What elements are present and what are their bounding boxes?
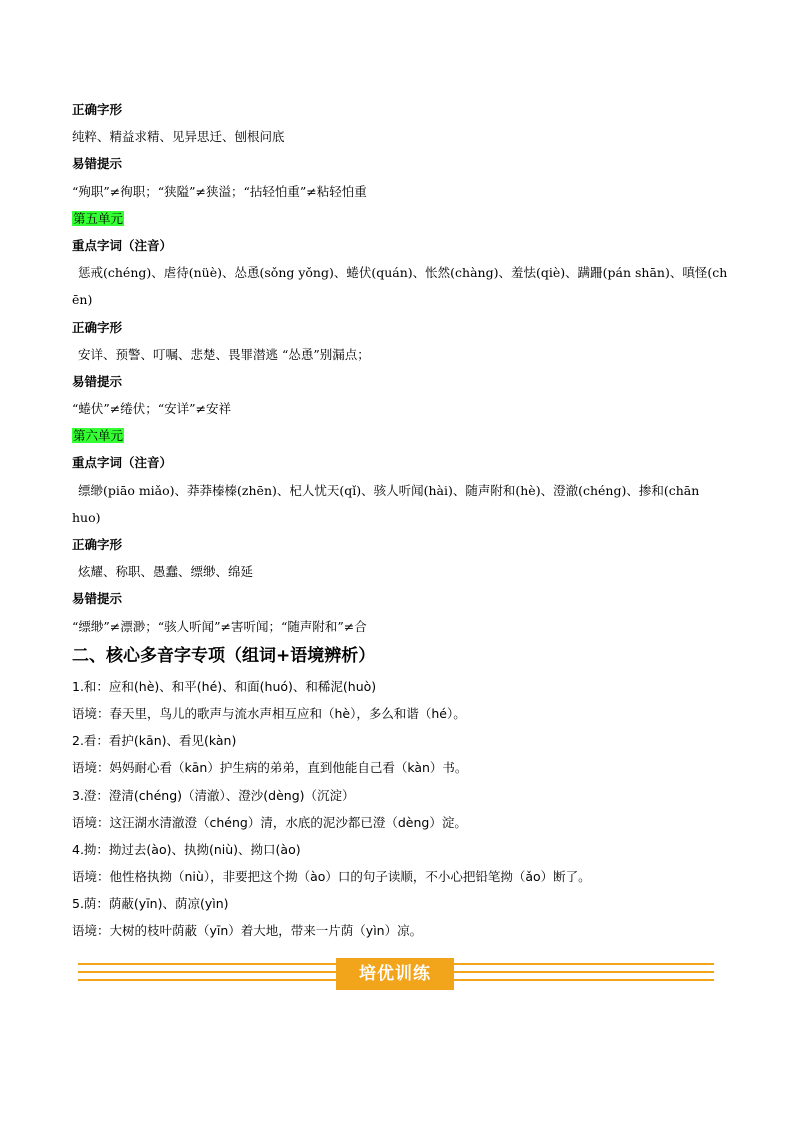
banner-label: 培优训练 [336, 958, 454, 990]
key-words-heading: 重点字词（注音） [72, 455, 173, 471]
unit-six-heading [72, 422, 732, 449]
error-tips-text: “殉职”≠徇职；“狭隘”≠狭溢；“拈轻怕重”≠粘轻怕重 [72, 183, 367, 199]
unit-six-label: 第六单元 [73, 428, 124, 444]
polyphone-item: 3.澄：澄清(chéng)（清澈）、澄沙(dèng)（沉淀） [72, 787, 355, 803]
error-tips-text: “缥缈”≠漂渺；“骇人听闻”≠害听闻；“随声附和”≠合 [72, 618, 367, 634]
polyphone-item: 5.荫：荫蔽(yīn)、荫凉(yìn) [72, 896, 229, 912]
section-heading: 二、核心多音字专项（组词+语境辨析） [72, 645, 376, 666]
polyphone-item: 4.拗：拗过去(ào)、执拗(niù)、拗口(ào) [72, 841, 301, 857]
document-body [72, 96, 732, 945]
polyphone-context: 语境：这汪湖水清澈澄（chéng）清，水底的泥沙都已澄（dèng）淀。 [72, 814, 467, 830]
polyphone-context: 语境：妈妈耐心看（kān）护生病的弟弟，直到他能自己看（kàn）书。 [72, 760, 468, 776]
correct-forms-heading: 正确字形 [72, 537, 123, 552]
error-tips-heading: 易错提示 [72, 156, 123, 172]
correct-forms-heading: 正确字形 [72, 102, 123, 117]
error-tips-text: “蜷伏”≠绻伏；“安详”≠安祥 [72, 401, 232, 417]
polyphone-item: 2.看：看护(kān)、看见(kàn) [72, 733, 237, 749]
key-words-text: 惩戒(chéng)、虐待(nüè)、怂恿(sǒng yǒng)、蜷伏(quán)、怅然(chàng)、羞怯(qiè)、蹒跚(pán shān)、嗔怪(ch [78, 265, 728, 281]
key-words-heading: 重点字词（注音） [72, 237, 173, 253]
correct-forms-heading: 正确字形 [72, 319, 123, 335]
key-words-text-continued: ēn) [72, 292, 93, 308]
key-words-text-continued: huo) [72, 509, 101, 525]
polyphone-context: 语境：春天里，鸟儿的歌声与流水声相互应和（hè），多么和谐（hé）。 [72, 705, 466, 721]
unit-five-label: 第五单元 [73, 210, 124, 226]
correct-forms-text: 纯粹、精益求精、见异思迁、刨根问底 [72, 129, 285, 145]
polyphone-context: 语境：他性格执拗（niù），非要把这个拗（ào）口的句子读顺，不小心把铅笔拗（ǎo）断了。 [72, 869, 591, 885]
error-tips-heading: 易错提示 [72, 373, 123, 389]
unit-five-heading [72, 205, 732, 232]
error-tips-heading: 易错提示 [72, 591, 123, 607]
polyphone-item: 1.和：应和(hè)、和平(hé)、和面(huó)、和稀泥(huò) [72, 678, 377, 694]
correct-forms-text: 炫耀、称职、愚蠢、缥缈、绵延 [78, 564, 254, 580]
training-banner [78, 958, 714, 990]
correct-forms-text: 安详、预警、叮嘱、悲楚、畏罪潜逃 “怂恿”别漏点； [78, 346, 370, 362]
key-words-text: 缥缈(piāo miǎo)、莽莽榛榛(zhēn)、杞人忧天(qǐ)、骇人听闻(hài)、随声附和(hè)、澄澈(chéng)、掺和(chān [78, 482, 700, 498]
polyphone-context: 语境：大树的枝叶荫蔽（yīn）着大地，带来一片荫（yìn）凉。 [72, 923, 423, 939]
